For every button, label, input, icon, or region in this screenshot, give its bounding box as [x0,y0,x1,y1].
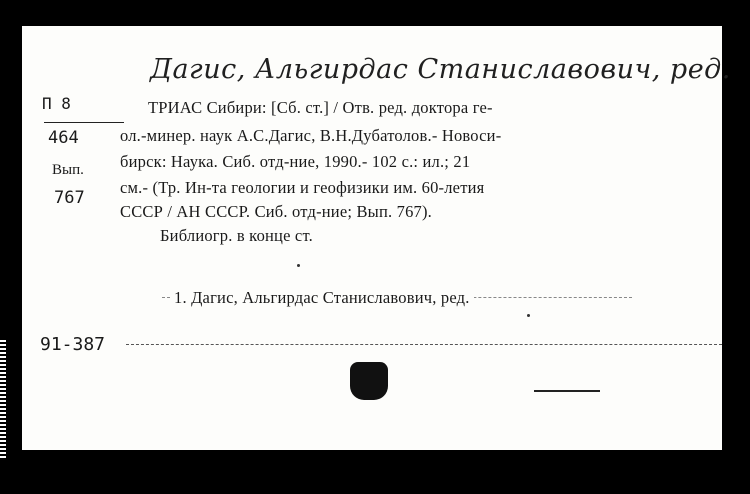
handwritten-heading: Дагис, Альгирдас Станиславович, ред. [150,54,731,85]
ink-speck [297,264,300,267]
card-punch-hole [350,362,388,400]
ink-speck [527,314,530,317]
scan-edge-artifact [0,340,6,460]
entry-line-5: СССР / АН СССР. Сиб. отд-ние; Вып. 767). [120,202,432,221]
call-number-line3: Вып. [52,162,84,178]
call-number-line1: П 8 [42,94,71,113]
accession-guide-line [126,344,722,345]
call-number-line2: 464 [48,128,79,148]
entry-line-3: бирск: Наука. Сиб. отд-ние, 1990.- 102 с.: ил.; 21 [120,152,471,171]
bibliography-note: Библиогр. в конце ст. [160,226,313,245]
call-number-divider [44,122,124,123]
added-entry-tracing: 1. Дагис, Альгирдас Станиславович, ред. [170,288,474,308]
entry-line-2: ол.-минер. наук А.С.Дагис, В.Н.Дубатолов.- Новоси- [120,126,502,145]
entry-line-1: ТРИАС Сибири: [Сб. ст.] / Отв. ред. доктора ге- [148,98,493,117]
entry-line-4: см.- (Тр. Ин-та геологии и геофизики им. 60-летия [120,178,485,197]
call-number-line4: 767 [54,188,85,208]
accession-number: 91-387 [40,334,106,355]
pen-stroke-mark [534,390,600,392]
library-catalog-card [22,26,731,450]
